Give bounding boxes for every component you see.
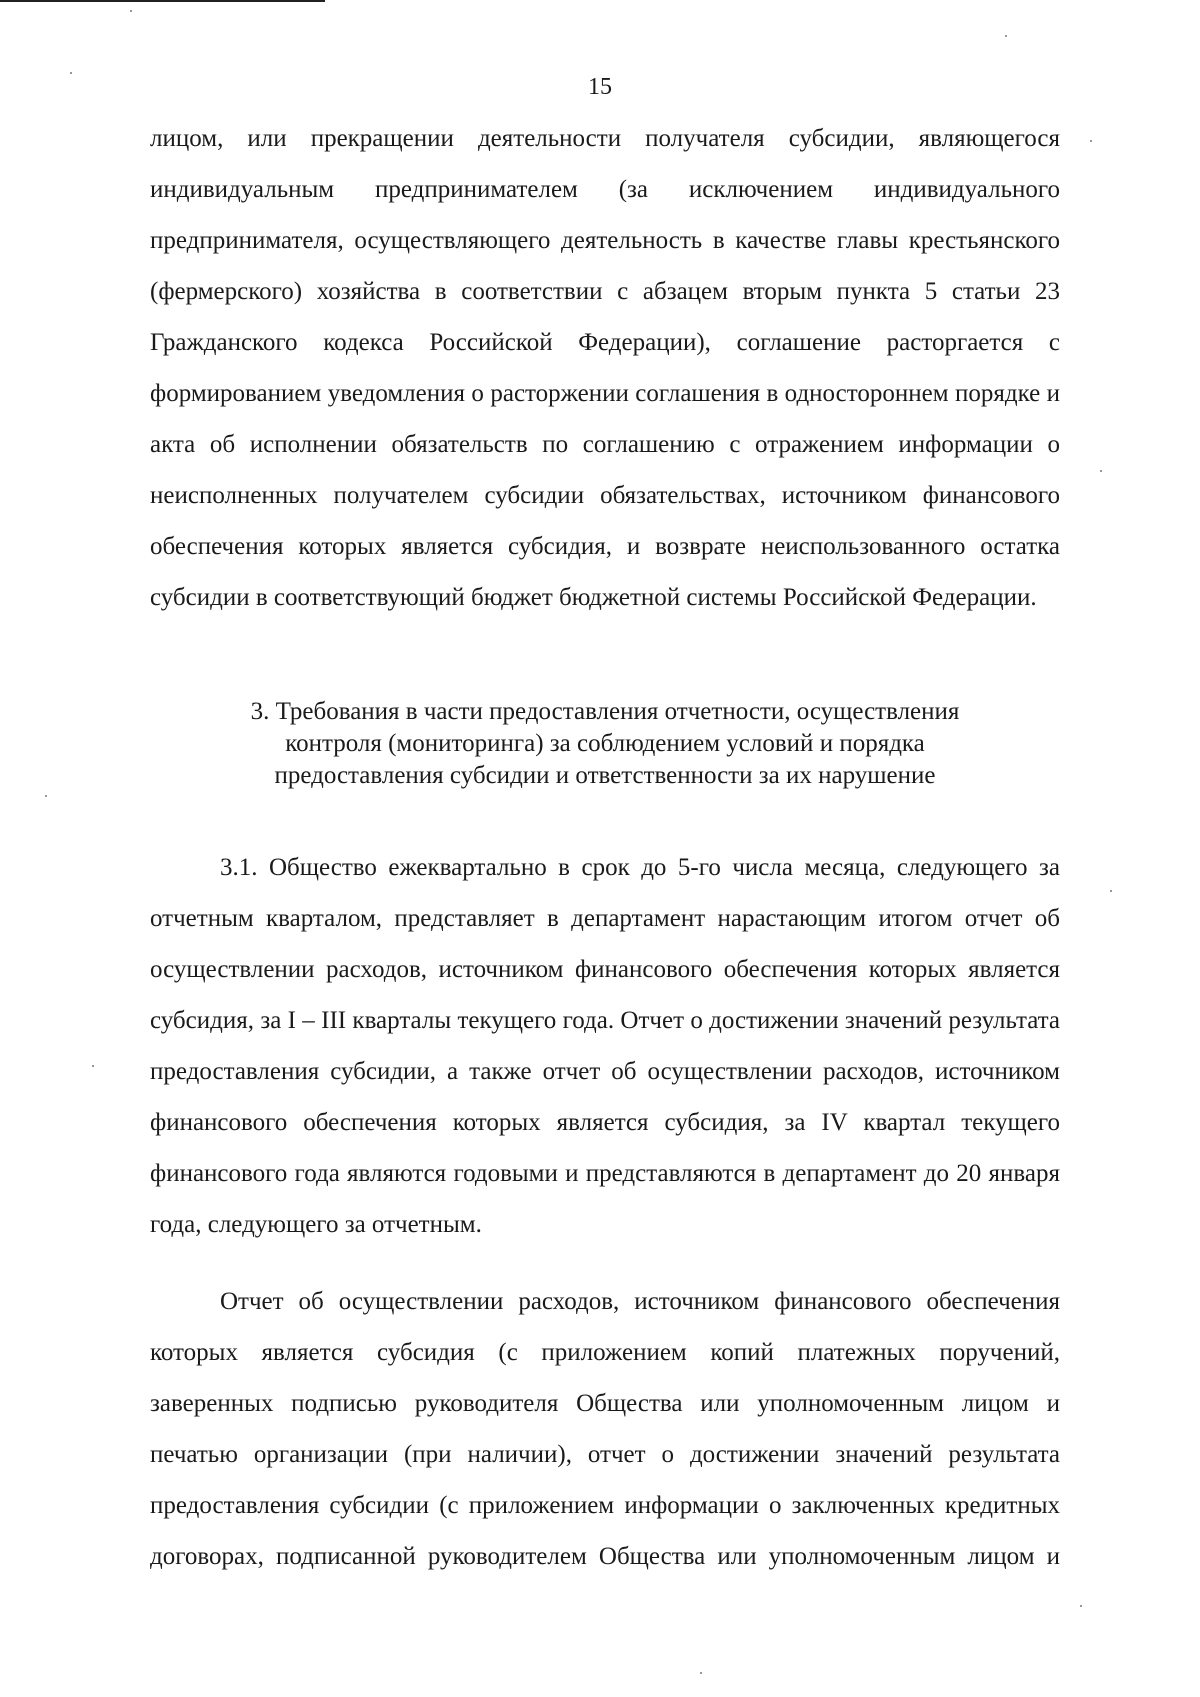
scan-edge-line (0, 0, 325, 2)
scan-speck (1110, 890, 1112, 892)
paragraph-3-1: 3.1. Общество ежеквартально в срок до 5-го числа месяца, следующего за отчетным кварталом, представляет в департамент нарастающим итогом отчет об осуществлении расходов, источником финансового обеспечения которых является субсидия, за I – III кварталы текущего года. Отчет о достижении значений результата предоставления субсидии, а также отчет об осуществлении расходов, источником финансового обеспечения которых является субсидия, за IV квартал текущего финансового года являются годовыми и представляются в департамент до 20 января года, следующего за отчетным. (150, 854, 1060, 1238)
paragraph-report: Отчет об осуществлении расходов, источником финансового обеспечения которых является субсидия (с приложением копий платежных поручений, заверенных подписью руководителя Общества или уполномоченным лицом и печатью организации (при наличии), отчет о достижении значений результата предоставления субсидии (с приложением информации о заключенных кредитных договорах, подписанной руководителем Общества или уполномоченным лицом и (150, 1288, 1060, 1570)
section-heading-line-2: контроля (мониторинга) за соблюдением условий и порядка (285, 730, 925, 757)
scan-speck (45, 795, 47, 797)
section-heading-line-3: предоставления субсидии и ответственности за их нарушение (274, 762, 936, 789)
scan-speck (1080, 1605, 1082, 1607)
section-3-heading (150, 696, 1060, 792)
section-heading-line-1: 3. Требования в части предоставления отчетности, осуществления (250, 698, 960, 725)
scan-speck (70, 72, 72, 74)
scan-speck (130, 10, 132, 12)
scan-speck (700, 1672, 702, 1674)
scan-speck (1005, 35, 1007, 37)
scan-speck (1100, 470, 1102, 472)
scan-speck (92, 1065, 94, 1067)
scan-speck (1090, 140, 1092, 142)
page-number: 15 (588, 74, 612, 100)
paragraph-continuation: лицом, или прекращении деятельности получателя субсидии, являющегося индивидуальным предпринимателем (за исключением индивидуального предпринимателя, осуществляющего деятельность в качестве главы крестьянского (фермерского) хозяйства в соответствии с абзацем вторым пункта 5 статьи 23 Гражданского кодекса Российской Федерации), соглашение расторгается с формированием уведомления о расторжении соглашения в одностороннем порядке и акта об исполнении обязательств по соглашению с отражением информации о неисполненных получателем субсидии обязательствах, источником финансового обеспечения которых является субсидия, и возврате неиспользованного остатка субсидии в соответствующий бюджет бюджетной системы Российской Федерации. (150, 125, 1060, 611)
